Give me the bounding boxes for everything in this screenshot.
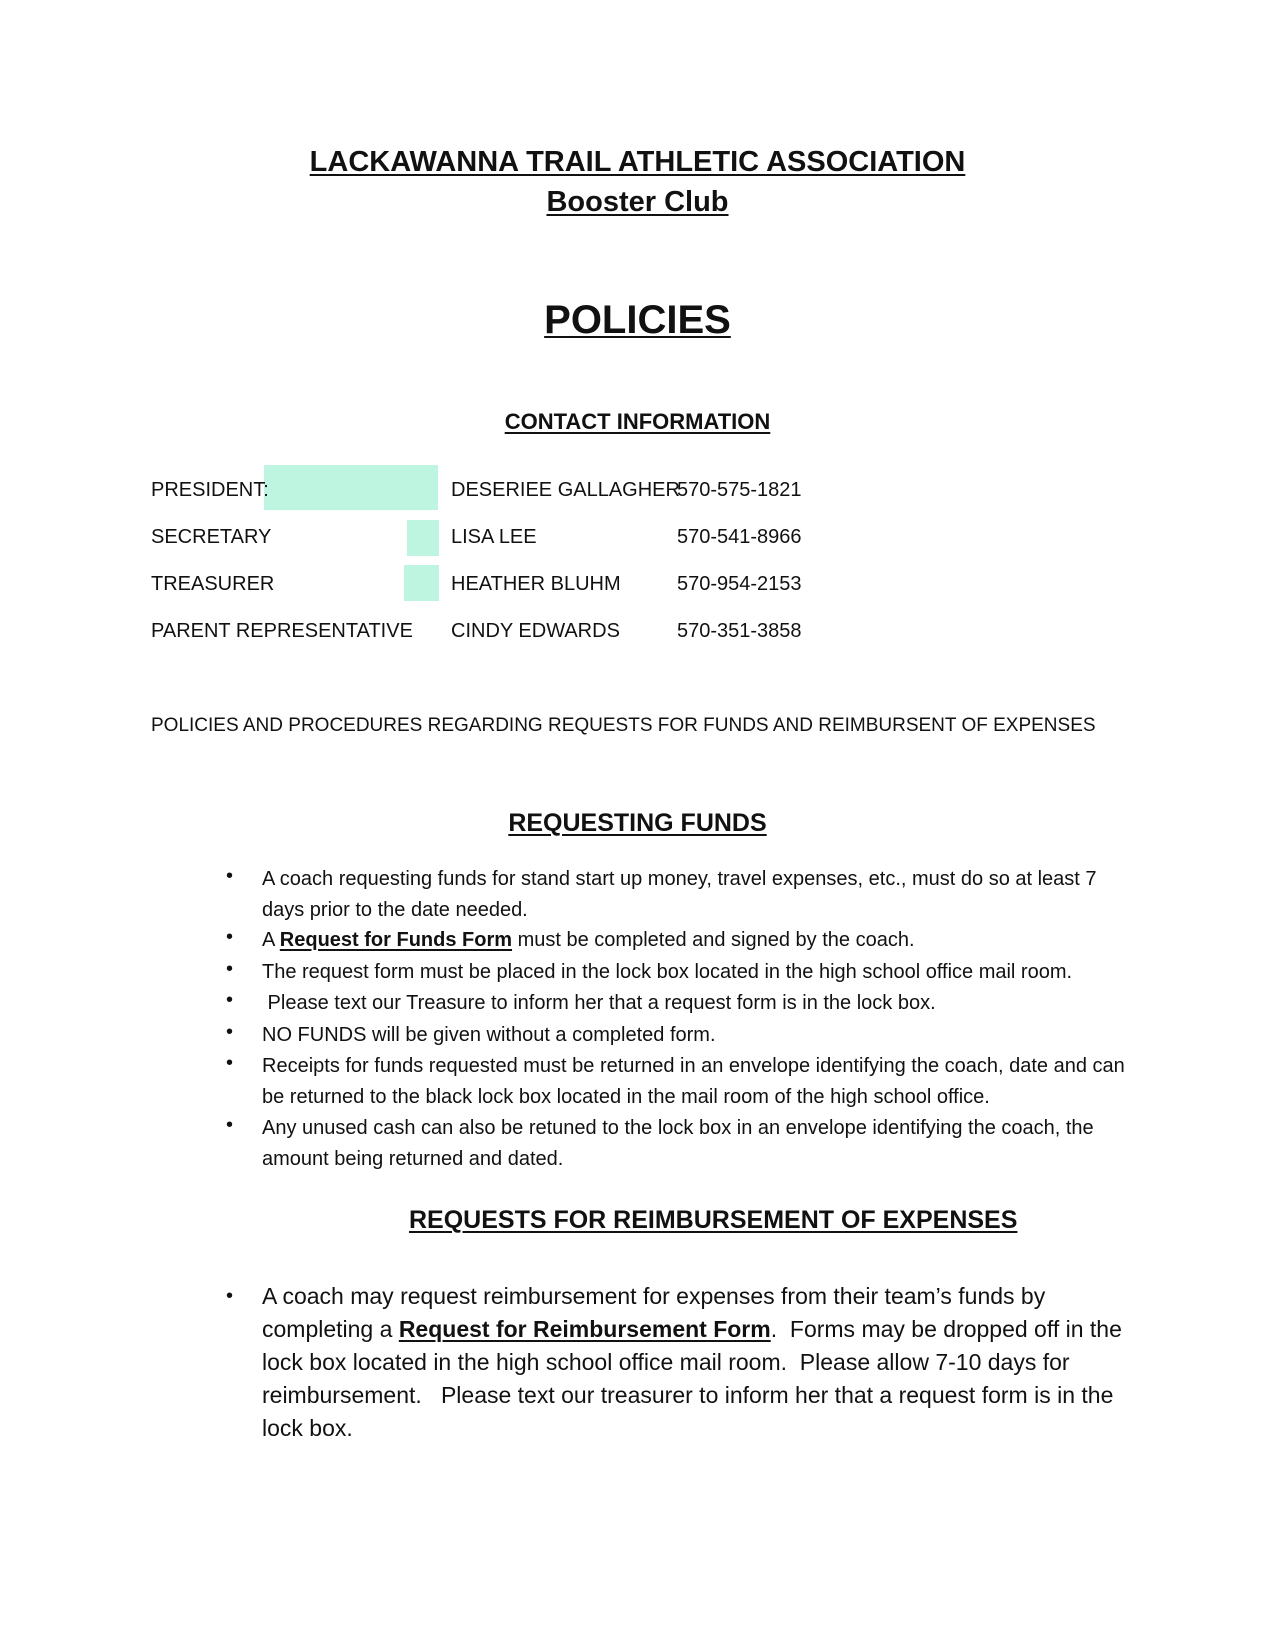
list-item: NO FUNDS will be given without a completed form. xyxy=(262,1024,716,1046)
bullet-icon: • xyxy=(226,865,234,887)
page-title: POLICIES xyxy=(544,298,731,342)
contact-phone: 570-954-2153 xyxy=(677,573,802,595)
bullet-icon: • xyxy=(226,1114,234,1136)
list-item: The request form must be placed in the lock box located in the high school office mail room. xyxy=(262,961,1073,983)
list-item: Receipts for funds requested must be returned in an envelope identifying the coach, date and can be returned to the black lock box located in the mail room of the high school office. xyxy=(262,1055,1125,1108)
list-item-text: must be completed and signed by the coach. xyxy=(512,929,915,951)
bullet-icon: • xyxy=(226,1052,234,1074)
list-item-text: A xyxy=(262,929,280,951)
contact-name: LISA LEE xyxy=(451,526,537,548)
requesting-funds-heading: REQUESTING FUNDS xyxy=(508,809,767,837)
org-title: LACKAWANNA TRAIL ATHLETIC ASSOCIATION xyxy=(309,146,966,178)
contact-role: SECRETARY xyxy=(151,526,272,548)
reimbursement-heading: REQUESTS FOR REIMBURSEMENT OF EXPENSES xyxy=(409,1206,1018,1234)
list-item: Any unused cash can also be retuned to the lock box in an envelope identifying the coach, the amount being returned and dated. xyxy=(262,1117,1094,1170)
contact-role: TREASURER xyxy=(151,573,275,595)
org-subtitle: Booster Club xyxy=(546,186,729,218)
contact-heading: CONTACT INFORMATION xyxy=(504,409,771,434)
contact-name: CINDY EDWARDS xyxy=(451,620,620,642)
list-item xyxy=(262,925,1142,956)
request-for-reimbursement-form-link[interactable]: Request for Reimbursement Form xyxy=(398,1316,771,1342)
bullet-icon: • xyxy=(226,958,234,980)
contact-role: PARENT REPRESENTATIVE xyxy=(151,620,413,642)
bullet-icon: • xyxy=(226,1021,234,1043)
list-item: Please text our Treasure to inform her that a request form is in the lock box. xyxy=(262,992,936,1014)
contact-name: HEATHER BLUHM xyxy=(451,573,621,595)
bullet-icon: • xyxy=(226,989,234,1011)
bullet-icon: • xyxy=(226,1285,234,1307)
contact-name: DESERIEE GALLAGHER xyxy=(451,479,680,501)
contact-phone: 570-541-8966 xyxy=(677,526,802,548)
list-item-text: . Forms may be dropped off in the lock box located in the high school office mail room. Please allow 7-10 days for reimbursement. Please text our treasurer to inform her that a request form is in the lock box. xyxy=(262,1316,1129,1441)
contact-phone: 570-575-1821 xyxy=(677,479,802,501)
highlight-mark xyxy=(404,565,439,601)
highlight-mark xyxy=(264,465,438,510)
contact-role: PRESIDENT: xyxy=(151,479,269,501)
procedures-line: POLICIES AND PROCEDURES REGARDING REQUESTS FOR FUNDS AND REIMBURSENT OF EXPENSES xyxy=(151,715,1096,736)
list-item-text: A coach may request reimbursement for expenses from their team’s funds by completing a xyxy=(262,1283,1052,1342)
list-item xyxy=(262,1280,1129,1445)
contact-phone: 570-351-3858 xyxy=(677,620,802,642)
list-item: A coach requesting funds for stand start up money, travel expenses, etc., must do so at least 7 days prior to the date needed. xyxy=(262,868,1097,921)
bullet-icon: • xyxy=(226,926,234,948)
request-for-funds-form-link[interactable]: Request for Funds Form xyxy=(279,929,513,951)
highlight-mark xyxy=(407,520,439,556)
